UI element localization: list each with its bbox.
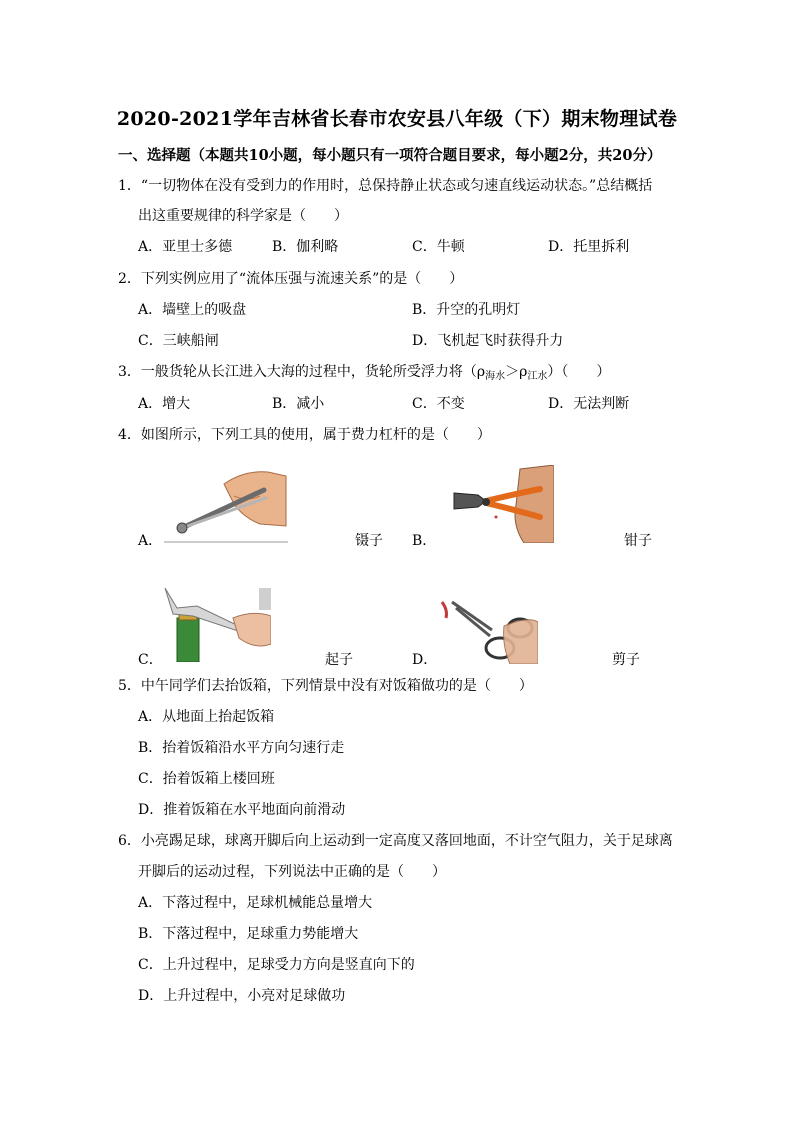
q6-option-d: D．上升过程中，小亮对足球做功: [138, 988, 346, 1004]
question-5-text: 5．中午同学们去抬饭箱，下列情景中没有对饭箱做功的是（ ）: [118, 678, 533, 694]
q4-caption-d: 剪子: [612, 652, 640, 668]
q4-option-d: D．: [412, 652, 438, 668]
q3-option-d: D．无法判断: [548, 396, 630, 412]
question-2-text: 2．下列实例应用了“流体压强与流速关系”的是（ ）: [118, 271, 464, 287]
q2-option-d: D．飞机起飞时获得升力: [412, 333, 564, 349]
q3-text-post: ）（ ）: [547, 364, 611, 380]
tweezers-figure: [164, 466, 288, 544]
section-heading: 一、选择题（本题共10小题，每小题只有一项符合题目要求，每小题2分，共20分）: [118, 147, 662, 164]
q6-option-c: C．上升过程中，足球受力方向是竖直向下的: [138, 957, 415, 973]
q2-option-c: C．三峡船闸: [138, 333, 219, 349]
q3-option-a: A．增大: [138, 396, 191, 412]
q6-option-a: A．下落过程中，足球机械能总量增大: [138, 895, 373, 911]
q5-option-a: A．从地面上抬起饭箱: [138, 709, 275, 725]
q5-option-c: C．抬着饭箱上楼回班: [138, 771, 275, 787]
q5-option-b: B．抬着饭箱沿水平方向匀速行走: [138, 740, 345, 756]
bottle-opener-figure: [163, 588, 271, 662]
q4-caption-b: 钳子: [624, 533, 652, 549]
q3-option-b: B．减小: [272, 396, 325, 412]
q1-option-a: A．亚里士多德: [138, 239, 233, 255]
question-1-text: 1．“一切物体在没有受到力的作用时，总保持静止状态或匀速直线运动状态。”总结概括: [118, 178, 653, 194]
question-1-text-cont: 出这重要规律的科学家是（ ）: [138, 208, 348, 224]
q1-option-b: B．伽利略: [272, 239, 339, 255]
q1-option-c: C．牛顿: [412, 239, 465, 255]
q4-caption-a: 镊子: [355, 533, 383, 549]
question-6-text-cont: 开脚后的运动过程，下列说法中正确的是（ ）: [138, 864, 446, 880]
q6-option-b: B．下落过程中，足球重力势能增大: [138, 926, 359, 942]
q4-option-b: B．: [412, 533, 437, 549]
question-3-text: [118, 363, 610, 386]
q3-subscript-river: 江水: [527, 371, 548, 382]
q3-subscript-sea: 海水: [485, 371, 506, 382]
exam-title: 2020-2021学年吉林省长春市农安县八年级（下）期末物理试卷: [116, 108, 678, 130]
q4-option-c: C．: [138, 652, 163, 668]
q1-option-d: D．托里拆利: [548, 239, 630, 255]
q3-option-c: C．不变: [412, 396, 465, 412]
q3-text-mid: ＞ρ: [505, 364, 528, 380]
question-4-text: 4．如图所示，下列工具的使用，属于费力杠杆的是（ ）: [118, 427, 491, 443]
pliers-figure: [450, 465, 554, 543]
q3-text-pre: 3．一般货轮从长江进入大海的过程中，货轮所受浮力将（ρ: [118, 364, 486, 380]
q2-option-b: B．升空的孔明灯: [412, 302, 521, 318]
q4-option-a: A．: [138, 533, 163, 549]
q5-option-d: D．推着饭箱在水平地面向前滑动: [138, 802, 346, 818]
q4-caption-c: 起子: [325, 652, 353, 668]
scissors-figure: [438, 596, 538, 664]
question-6-text: 6．小亮踢足球，球离开脚后向上运动到一定高度又落回地面，不计空气阻力，关于足球离: [118, 833, 673, 849]
q2-option-a: A．墙壁上的吸盘: [138, 302, 247, 318]
